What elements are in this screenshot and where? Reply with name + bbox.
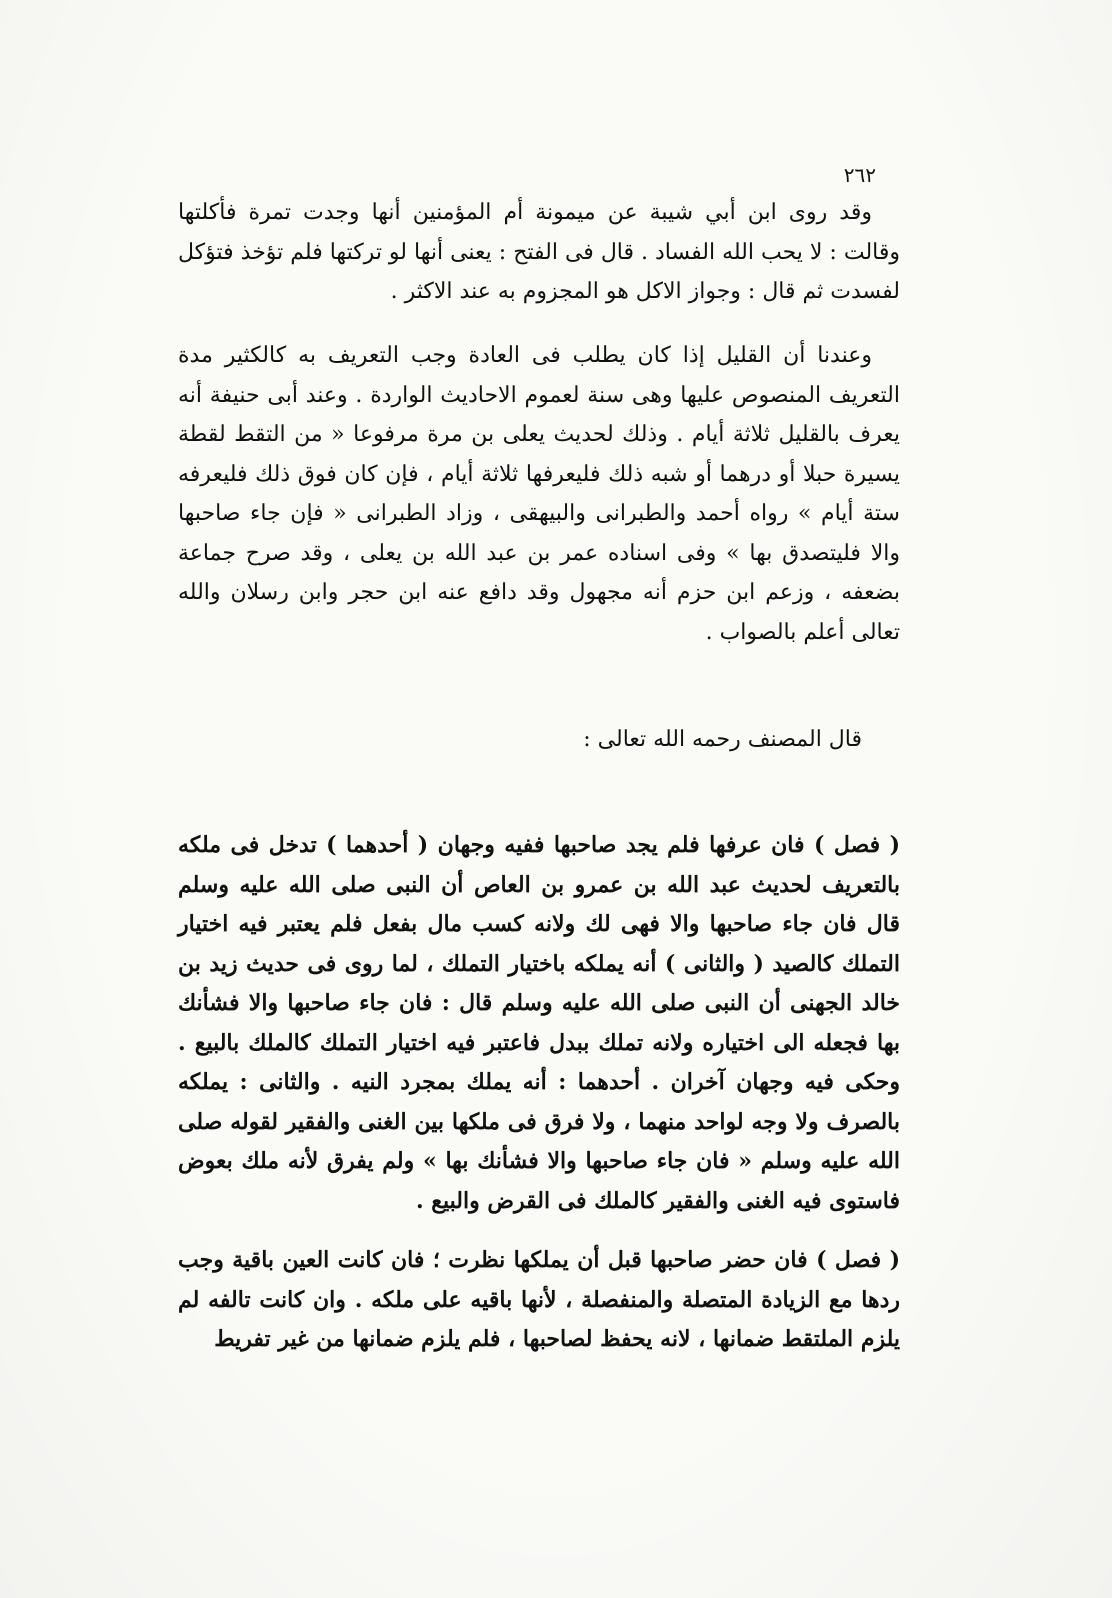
paragraph-text: وعندنا أن القليل إذا كان يطلب فى العادة وجب التعريف به كالكثير مدة التعريف المنصوص عليها وهى سنة لعموم الاحاديث الواردة . وعند أبى حنيفة أنه يعرف بالقليل ثلاثة أيام . وذلك لحديث يعلى بن مرة مرفوعا « من التقط لقطة يسيرة حبلا أو درهما أو شبه ذلك فليعرفها ثلاثة أيام ، فإن كان فوق ذلك فليعرفه ستة أيام » رواه أحمد والطبرانى والبيهقى ، وزاد الطبرانى « فإن جاء صاحبها والا فليتصدق بها » وفى اسناده عمر بن عبد الله بن يعلى ، وقد صرح جماعة بضعفه ، وزعم ابن حزم أنه مجهول وقد دافع عنه ابن حجر وابن رسلان والله تعالى أعلم بالصواب . — [178, 343, 900, 645]
matn-section-2 — [178, 1241, 900, 1360]
paragraph-text: وقد روى ابن أبي شيبة عن ميمونة أم المؤمنين أنها وجدت تمرة فأكلتها وقالت : لا يحب الله الفساد . قال فى الفتح : يعنى أنها لو تركتها فلم تؤخذ فتؤكل لفسدت ثم قال : وجواز الاكل هو المجزوم به عند الاكثر . — [178, 200, 900, 304]
matn-section-1 — [178, 826, 900, 1221]
commentary-paragraph-1 — [178, 193, 900, 312]
author-heading — [178, 720, 900, 760]
paragraph-text: ( فصل ) فان حضر صاحبها قبل أن يملكها نظرت ؛ فان كانت العين باقية وجب ردها مع الزيادة المتصلة والمنفصلة ، لأنها باقيه على ملكه . وان كانت تالفه لم يلزم الملتقط ضمانها ، لانه يحفظ لصاحبها ، فلم يلزم ضمانها من غير تفريط — [178, 1247, 901, 1352]
paragraph-text: ( فصل ) فان عرفها فلم يجد صاحبها ففيه وجهان ( أحدهما ) تدخل فى ملكه بالتعريف لحديث عبد الله بن عمرو بن العاص أن النبى صلى الله عليه وسلم قال فان جاء صاحبها والا فهى لك ولانه كسب مال بفعل فلم يعتبر فيه اختيار التملك كالصيد ( والثانى ) أنه يملكه باختيار التملك ، لما روى فى حديث زيد بن خالد الجهنى أن النبى صلى الله عليه وسلم قال : فان جاء صاحبها والا فشأنك بها فجعله الى اختياره ولانه تملك ببدل فاعتبر فيه اختيار التملك كالملك بالبيع . وحكى فيه وجهان آخران . أحدهما : أنه يملك بمجرد النيه . والثانى : يملكه بالصرف ولا وجه لواحد منهما ، ولا فرق فى ملكها بين الغنى والفقير لقوله صلى الله عليه وسلم « فان جاء صاحبها والا فشأنك بها » ولم يفرق لأنه ملك بعوض فاستوى فيه الغنى والفقير كالملك فى القرض والبيع . — [178, 832, 900, 1214]
heading-text: قال المصنف رحمه الله تعالى : — [583, 727, 862, 752]
commentary-paragraph-2 — [178, 336, 900, 652]
page-number: ٢٦٢ — [843, 163, 876, 187]
